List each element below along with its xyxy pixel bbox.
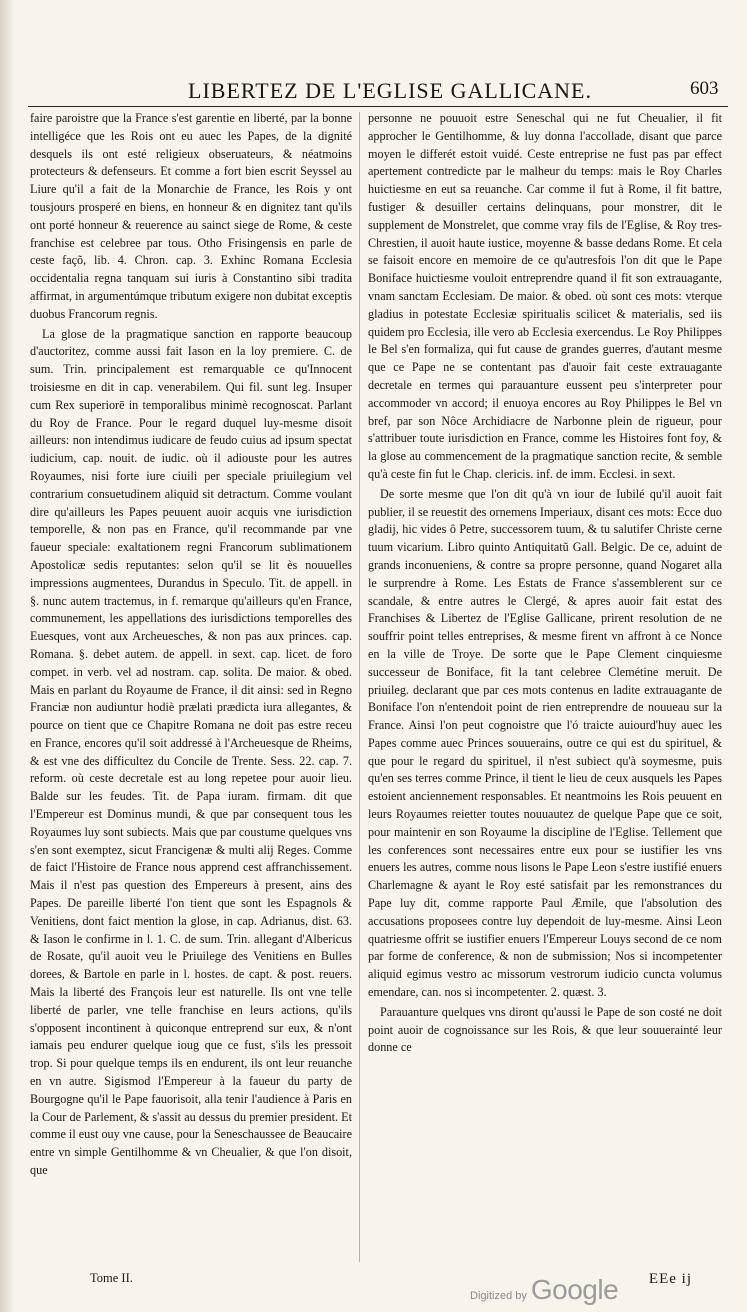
left-paragraph-1: faire paroistre que la France s'est garentie en liberté, par la bonne intelligéce que les Rois ont eu auec les Papes, de la dignité desquels ils ont esté religieux obseruateurs, & néatmoins protecteurs & defenseurs. Et comme a fort bien escrit Seyssel au Liure qu'il a fait de la Monarchie de France, les Rois y ont tousjours prosperé en biens, en honneur & en dignitez tant qu'ils ont porté honneur & reuerence au sainct siege de Rome, & ceste franchise est celebree par tous. Otho Frisingensis en parle de ceste façõ, lib. 4. Chron. cap. 3. Exhinc Romana Ecclesia occidentalia regna tanquam sui iuris à Constantino sibi tradita affirmat, in argumentúmque tributum exigere non dubitat exceptis duobus Francorum regnis. — [30, 111, 352, 321]
left-paragraph-2: La glose de la pragmatique sanction en rapporte beaucoup d'auctoritez, comme aussi fait Iason en la loy premiere. C. de sum. Trin. principalement est remarquable ce qu'Innocent troisiesme en dit in cap. venerabilem. Qui fil. sunt leg. Insuper cum Rex superiorē in temporalibus minimè recognoscat. Parlant du Roy de France. Pour le regard duquel luy-mesme disoit ailleurs: non intendimus iudicare de feudo cuius ad ipsum spectat iudicium, cap. nouit. de iudic. où il adiouste pour les autres Royaumes, nisi forte iure ciuili per speciale priuilegium vel contrarium consuetudinem aliquid sit detractum. Comme voulant dire qu'ailleurs les Papes peuuent auoir acquis vne iurisdiction temporelle, & non pas en France, qu'il recommande par vne faueur speciale: exaltationem regni Francorum sublimationem Apostolicæ sedis reputantes: selon qu'il se lit ès nouuelles impressions augmentees, Durandus in Speculo. Tit. de appell. in §. nunc autem tractemus, in f. remarque qu'ailleurs qu'en France, communement, les appellations des iurisdictions temporelles des Euesques, vont aux Archeuesches, & non pas aux princes. cap. Romana. §. debet autem. de appell. in sext. cap. licet. de foro compet. in verb. vel ad nostram. cap. solita. De maior. & obed. Mais en parlant du Royaume de France, il dit ainsi: sed in Regno Franciæ non audiuntur hodiè prælati prædicta iura allegantes, & pource on tient que ce Chapitre Romana ne doit pas estre receu en France, encores qu'il soit addressé à l'Archeuesque de Rheims, & est vne des difficultez du Concile de Trente. Sess. 22. cap. 7. reform. où ceste decretale est au long repetee pour auoir lieu. Balde sur les feudes. Tit. de Papa iuram. firmam. dit que l'Empereur est Dominus mundi, & que par consequent tous les Royaumes luy sont subiects. Mais que par coustume quelques vns s'en sont exemptez, sicut Francigenæ & multi alij Reges. Comme de faict l'Histoire de France nous apprend cest affranchissement. Mais il n'est pas question des Empereurs à present, ains des Papes. De pareille liberté l'on tient que sont les Espagnols & Venitiens, dont faict mention la glose, in cap. Adrianus, dist. 63. & Iason le confirme in l. 1. C. de sum. Trin. allegant d'Albericus de Rosate, qu'il auoit veu le Priuilege des Venitiens en Bulles dorees, & Bartole en parle in l. hostes. de capt. & post. reuers. Mais la liberté des François leur est naturelle. Ils ont vne telle liberté de parler, vne telle franchise en leurs actions, qu'ils s'opposent incontinent à quiconque entreprend sur eux, & n'ont iamais peu endurer quelque ioug que ce fust, s'ils les pressoit trop. Si pour quelque temps ils en endurent, ils ont leur reuanche en vn autre. Sigismod l'Empereur à la faueur du party de Bourgogne qu'il le Pape fauorisoit, alla tenir l'audience à Paris en la Cour de Parlement, & s'assit au dessus du premier president. Et comme il eust ouy vne cause, pour la Seneschaussee de Beaucaire entre vn simple Gentilhomme & vn Cheualier, & que l'on disoit, que — [30, 326, 352, 1178]
left-column — [30, 110, 352, 1265]
volume-label: Tome II. — [90, 1271, 133, 1285]
google-logo-icon: Google — [530, 1274, 619, 1305]
right-column — [368, 110, 722, 1265]
page-binding-shadow — [0, 0, 14, 1312]
page-number: 603 — [690, 78, 719, 99]
footer-left — [30, 1271, 352, 1286]
right-paragraph-2: De sorte mesme que l'on dit qu'à vn iour de Iubilé qu'il auoit fait publier, il se reuestit des ornemens Imperiaux, disant ces mots: Ecce duo gladij, hic vides ô Petre, successorem tuum, & tu salutifer Christe cerne tuum vicarium. Libro quinto Antiquitatũ Gall. Belgic. De ce, aduint de grands inconueniens, & contre sa propre personne, quand Nogaret alla le surprendre à Rome. Les Estats de France s'assemblerent sur ce scandale, & entre autres le Clergé, & apres auoir fait estat des Franchises & Libertez de l'Eglise Gallicane, prirent resolution de ne souffrir point telles entreprises, & mesme firent vn affront à ce Nonce en la ville de Troye. De sorte que le Pape Clement cinquiesme successeur de Boniface, fit la tant celebree Clemétine meruit. De priuileg. declarant que par ces mots contenus en ladite extrauagante de Boniface l'on n'entendoit point de rien entreprendre de nouueau sur la France. Ainsi l'on peut cognoistre que l'ó traicte auiourd'huy auec les Papes comme auec Princes souuerains, outre ce qui est du spirituel, & que pour le regard du spirituel, il n'est subiect qu'à soymesme, puis qu'en ses terres comme Prince, il tient le lieu de ceux ausquels les Papes estoient anciennement responsables. Et neantmoins les Rois peuuent en leurs Royaumes reietter toutes nouuautez de quelque Pape que ce soit, pour maintenir en son Royaume la discipline de l'Eglise. Tellement que les conferences sont necessaires entre eux pour se iustifier les vns enuers les autres, comme nous lisons le Pape Leon s'estre iustifié enuers Charlemagne & ayant le Roy esté satisfait par les remonstrances du Pape luy dit, comme rapporte Paul Æmile, que l'absolution des accusations proposees contre luy dependoit de luy-mesme. Ainsi Leon quatriesme offrit se iustifier enuers l'Empereur Louys second de ce nom par forme de conference, & non de submission; Nos si incompetenter aliquid egimus vestro ac missorum vestrorum iudicio cuncta volumus emendare, can. nos si incompetenter. 2. quæst. 3. — [368, 486, 722, 1000]
column-gutter — [359, 112, 360, 1262]
right-paragraph-3: Parauanture quelques vns diront qu'aussi le Pape de son costé ne doit point auoir de cognoissance sur les Rois, & que leur souuerainté leur donne ce — [368, 1004, 722, 1055]
watermark-prefix: Digitized by — [470, 1290, 527, 1302]
signature-mark: EEe ij — [648, 1271, 692, 1287]
header-rule — [28, 106, 728, 107]
running-title: LIBERTEZ DE L'EGLISE GALLICANE. — [188, 78, 592, 103]
right-paragraph-1: personne ne pouuoit estre Seneschal qui ne fut Cheualier, il fit approcher le Gentilhomme, & luy donna l'accollade, disant que parce moyen le differét estoit vuidé. Ceste entreprise ne fust pas par effect apertement contredicte par le malheur du temps: mais le Roy Charles huictiesme en eut sa reuanche. Car comme il fut à Rome, il fit battre, fustiger & desuiller certains delinquans, pour monstrer, dit le supplement de Monstrelet, que comme vray fils de l'Eglise, & Roy tres-Chrestien, il auoit haute iustice, moyenne & basse dedans Rome. Et cela se faisoit encore en memoire de ce qu'autresfois l'on dit que le Pape Boniface huictiesme vouloit entreprendre quand il fit son extrauagante, vnam sanctam Ecclesiam. De maior. & obed. où sont ces mots: vterque gladius in potestate Ecclesiæ spiritualis scilicet & materialis, sed iis quidem pro Ecclesia, ille vero ab Ecclesia exercendus. Le Roy Philippes le Bel s'en formaliza, qui fut cause de grandes guerres, d'autant mesme que ce Pape ne se contentant pas d'auoir fait ceste extrauagante decretale en termes qui parauanture eussent peu s'interpreter pour accommoder vn accord; il enuoya encores au Roy Philippes le Bel vn bref, par son Nôce Archidiacre de Narbonne plein de rigueur, pour s'attribuer toute iurisdiction en France, comme les Histoires font foy, & la glose au commencement de la pragmatique sanction recite, & semble qu'à ceste fin fut le Chap. clericis. inf. de imm. Ecclesi. in sext. — [368, 111, 722, 481]
google-watermark — [470, 1274, 618, 1306]
